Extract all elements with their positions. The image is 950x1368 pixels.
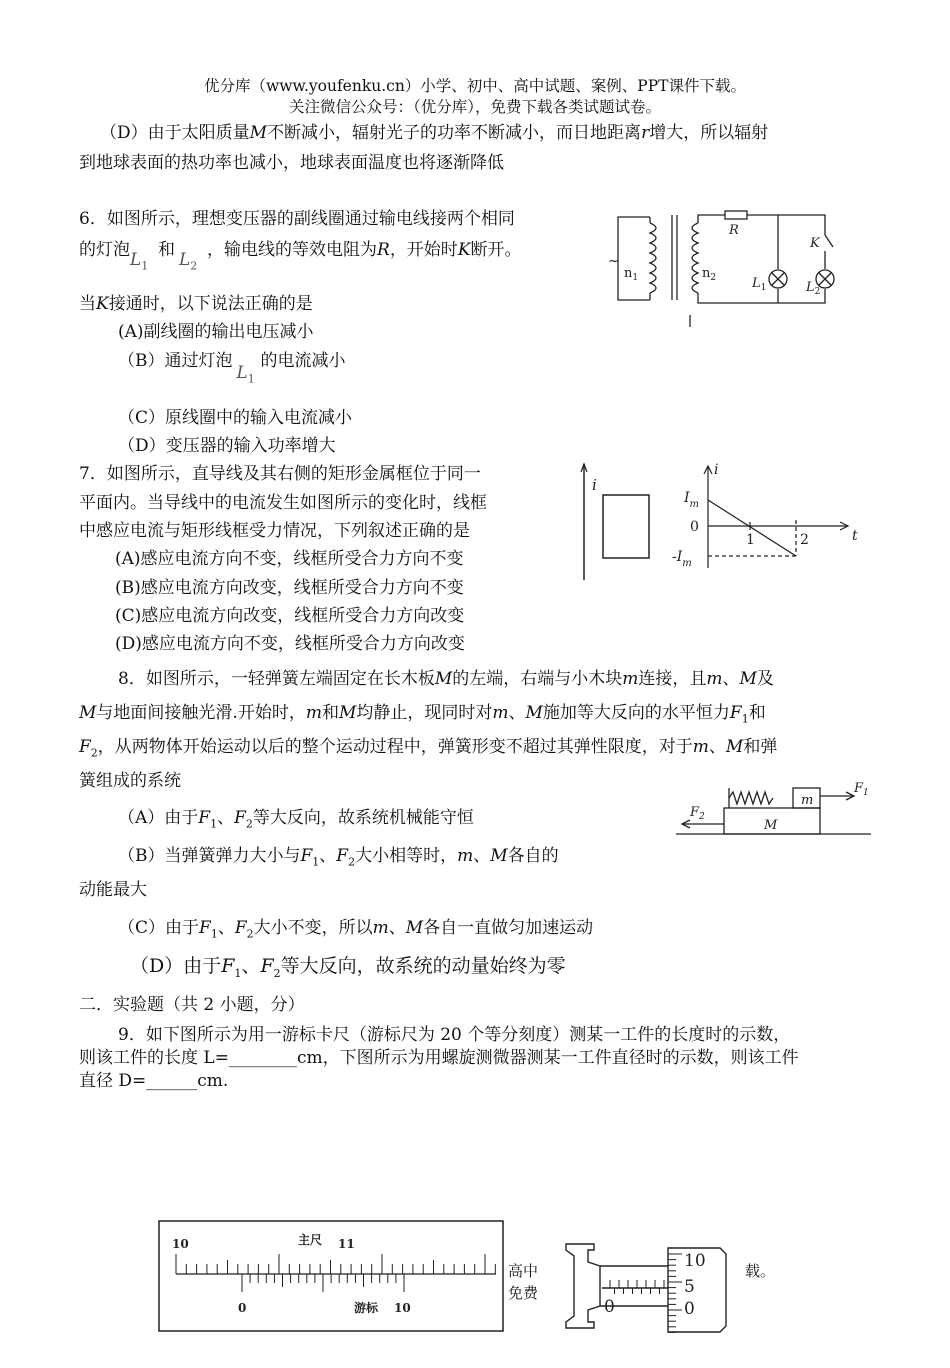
q9-line1: 9．如下图所示为用一游标卡尺（游标尺为 20 个等分刻度）测某一工件的长度时的示数，	[118, 1025, 791, 1045]
spring-block-figure	[676, 778, 876, 838]
lamp-l2-label: $L_2$	[806, 280, 821, 297]
q8-line4: 簧组成的系统	[79, 771, 181, 791]
q8-option-b-line2: 动能最大	[79, 880, 147, 900]
vernier-caliper-figure	[158, 1220, 504, 1332]
graph-neg-im-label: $-I_m$	[672, 549, 692, 569]
q8-option-a: （A）由于$F_1$、$F_2$等大反向，故系统机械能守恒	[118, 808, 474, 831]
q6-line1: 6．如图所示，理想变压器的副线圈通过输电线接两个相同	[79, 209, 515, 229]
graph-x-label: t	[852, 528, 858, 544]
caliper-vernier-10: 10	[394, 1301, 411, 1315]
q8-line1: 8．如图所示，一轻弹簧左端固定在长木板M的左端，右端与小木块m连接，且m、M及	[118, 669, 774, 689]
lamp-l1-label: $L_1$	[752, 276, 767, 293]
resistor-r-label: R	[729, 223, 739, 238]
block-m-label: m	[801, 793, 814, 808]
graph-zero-label: 0	[690, 519, 699, 535]
q8-line2: M与地面间接触光滑.开始时，m和M均静止，现同时对m、M施加等大反向的水平恒力$F_1$和	[79, 703, 766, 726]
wire-loop-figure	[575, 462, 655, 582]
footer-fragment-1: 高中	[508, 1262, 539, 1280]
q7-option-a: (A)感应电流方向不变，线框所受合力方向不变	[115, 549, 464, 569]
caliper-vernier-0: 0	[238, 1301, 247, 1315]
q8-option-c: （C）由于$F_1$、$F_2$大小不变，所以m、M各自一直做匀加速运动	[118, 918, 594, 941]
q6-line3: 当K接通时，以下说法正确的是	[79, 294, 313, 314]
graph-im-label: $I_m$	[684, 490, 700, 510]
diameter-answer-blank[interactable]: ______	[146, 1071, 198, 1091]
q8-line3: $F_2$，从两物体开始运动以后的整个运动过程中，弹簧形变不超过其弹性限度，对于m、M和弹	[79, 737, 778, 760]
ac-source-symbol: ~	[608, 254, 619, 269]
caliper-main-label: 主尺	[298, 1233, 323, 1247]
board-M-label: M	[764, 818, 778, 833]
micrometer-figure	[560, 1236, 735, 1336]
q7-option-c: (C)感应电流方向改变，线框所受合力方向改变	[115, 606, 465, 626]
length-answer-blank[interactable]: ________	[228, 1048, 297, 1068]
thimble-10: 10	[684, 1251, 706, 1271]
q7-line2: 平面内。当导线中的电流发生如图所示的变化时，线框	[79, 493, 487, 513]
caliper-main-10: 10	[172, 1237, 189, 1251]
footer-fragment-3: 载。	[745, 1262, 776, 1280]
q8-option-d: （D）由于$F_1$、$F_2$等大反向，故系统的动量始终为零	[130, 955, 566, 980]
section-2-title: 二．实验题（共 2 小题，分）	[79, 995, 305, 1015]
q8-option-b: （B）当弹簧弹力大小与$F_1$、$F_2$大小相等时，m、M各自的	[118, 846, 559, 869]
n1-label: $n_1$	[624, 266, 639, 283]
n2-label: $n_2$	[702, 266, 717, 283]
q9-line2: 则该工件的长度 L=________cm，下图所示为用螺旋测微器测某一工件直径时的示数，则该工件	[79, 1048, 799, 1068]
force-f1-label: $F_1$	[854, 781, 869, 798]
footer-fragment-2: 免费	[508, 1284, 539, 1302]
q9-line3: 直径 D=______cm.	[79, 1071, 229, 1091]
q7-line3: 中感应电流与矩形线框受力情况，下列叙述正确的是	[79, 521, 470, 541]
q7-line1: 7．如图所示，直导线及其右侧的矩形金属框位于同一	[79, 464, 481, 484]
graph-tick-1: 1	[746, 532, 755, 548]
q7-option-d: (D)感应电流方向不变，线框所受合力方向改变	[115, 634, 465, 654]
sleeve-0: 0	[604, 1297, 615, 1317]
graph-y-label: i	[714, 462, 719, 478]
caliper-main-11: 11	[338, 1237, 355, 1251]
force-f2-label: $F_2$	[690, 805, 705, 822]
graph-tick-2: 2	[800, 532, 809, 548]
switch-k-label: K	[810, 236, 820, 251]
q6-option-c: （C）原线圈中的输入电流减小	[118, 408, 353, 428]
wire-current-label: i	[592, 476, 597, 494]
q6-option-b: （B）通过灯泡$L_1$的电流减小	[118, 351, 346, 386]
q5-option-d-line1: （D）由于太阳质量M不断减小，辐射光子的功率不断减小，而日地距离r增大，所以辐射	[100, 123, 769, 143]
header-line-2: 关注微信公众号：（优分库），免费下载各类试题试卷。	[288, 98, 661, 116]
q7-option-b: (B)感应电流方向改变，线框所受合力方向不变	[115, 578, 464, 598]
rectangular-loop	[603, 495, 649, 558]
q6-option-d: （D）变压器的输入功率增大	[118, 436, 336, 456]
transformer-circuit-figure	[610, 205, 850, 330]
q6-option-a: (A)副线圈的输出电压减小	[118, 322, 314, 342]
header-line-1: 优分库（www.youfenku.cn）小学、初中、高中试题、案例、PPT课件下载。	[203, 77, 747, 95]
caliper-vernier-label: 游标	[354, 1301, 379, 1315]
q6-line2: 的灯泡$L_1$和 $L_2$，输电线的等效电阻为R，开始时K断开。	[79, 240, 522, 273]
q5-option-d-line2: 到地球表面的热功率也减小，地球表面温度也将逐渐降低	[79, 153, 504, 173]
current-time-graph	[670, 460, 870, 580]
thimble-5: 5	[684, 1277, 695, 1297]
thimble-0: 0	[684, 1299, 695, 1319]
